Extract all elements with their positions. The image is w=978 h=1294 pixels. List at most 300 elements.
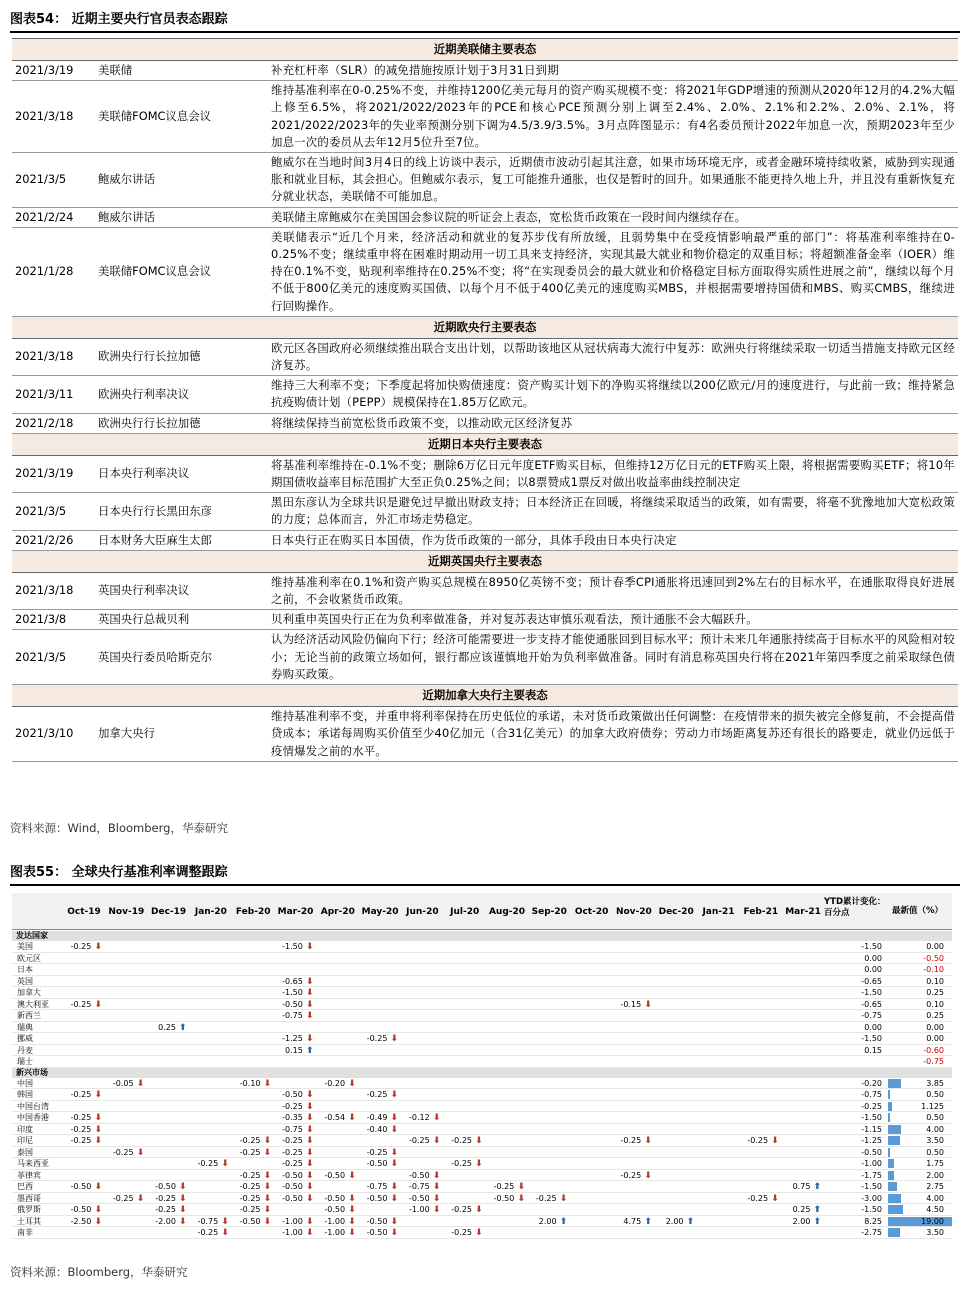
month-header: Nov-20 [615, 907, 652, 917]
down-arrow-icon: ⬇ [387, 1216, 399, 1227]
down-arrow-icon: ⬇ [429, 1193, 441, 1204]
down-arrow-icon: ⬇ [345, 1113, 356, 1123]
down-arrow-icon: ⬇ [387, 1034, 399, 1044]
rate-change-value: -0.50 [324, 1170, 346, 1180]
group-header: 近期日本央行主要表态 [12, 433, 958, 455]
down-arrow-icon: ⬇ [302, 988, 314, 998]
rate-change-cell [58, 1112, 102, 1124]
down-arrow-icon: ⬇ [302, 1170, 314, 1181]
ytd-change: -1.50 [861, 1205, 882, 1214]
rate-change-cell [396, 1204, 440, 1216]
down-arrow-icon: ⬇ [345, 1228, 356, 1238]
rate-change-value: -0.25 [155, 1193, 176, 1203]
rate-change-value: -0.50 [282, 1170, 303, 1180]
rate-change-value: 2.00 [792, 1216, 811, 1226]
latest-rate: 0.00 [926, 942, 944, 951]
rate-change-cell [354, 1181, 398, 1193]
up-arrow-icon: ⬆ [302, 1045, 314, 1056]
ytd-change: -0.20 [861, 1078, 882, 1088]
latest-rate: -0.60 [923, 1045, 944, 1055]
rate-change-value: -0.75 [197, 1216, 219, 1226]
rate-change-value: -0.25 [747, 1193, 769, 1203]
rate-change-cell [608, 1170, 652, 1182]
statement-date: 2021/3/5 [12, 630, 96, 685]
rate-change-value: -0.50 [282, 1193, 303, 1203]
latest-rate: 1.75 [926, 1159, 944, 1168]
down-arrow-icon: ⬇ [218, 1228, 229, 1238]
group-header-row [12, 39, 958, 61]
rate-change-value: 0.15 [285, 1045, 303, 1055]
country-name: 韩国 [17, 1090, 33, 1099]
down-arrow-icon: ⬇ [218, 1216, 229, 1227]
ytd-change: -1.00 [861, 1159, 882, 1168]
down-arrow-icon: ⬇ [302, 976, 314, 987]
down-arrow-icon: ⬇ [302, 1228, 314, 1238]
group-header: 近期美联储主要表态 [12, 39, 958, 61]
statement-row [12, 630, 958, 685]
statement-row [12, 530, 958, 550]
down-arrow-icon: ⬇ [91, 1124, 102, 1135]
statement-content: 将继续保持当前宽松货币政策不变，以推动欧元区经济复苏 [268, 413, 958, 433]
rate-change-value: -0.25 [239, 1193, 261, 1203]
rate-change-cell [312, 1204, 356, 1216]
country-name: 中国 [17, 1078, 33, 1088]
latest-rate: 0.00 [926, 1034, 944, 1043]
statement-speaker: 鲍威尔讲话 [96, 207, 268, 227]
rate-change-cell [439, 1204, 483, 1216]
down-arrow-icon: ⬇ [429, 1170, 441, 1181]
rate-change-value: -0.25 [409, 1136, 430, 1145]
rate-row [12, 941, 952, 953]
month-header: Jan-20 [194, 907, 227, 917]
rate-change-cell [143, 1193, 187, 1205]
latest-rate: 1.125 [921, 1101, 944, 1111]
group-header: 近期欧央行主要表态 [12, 316, 958, 338]
rate-change-value: -0.20 [324, 1078, 346, 1088]
down-arrow-icon: ⬇ [472, 1136, 483, 1146]
rate-change-cell [185, 1227, 229, 1239]
ytd-change: -1.25 [861, 1136, 882, 1145]
rate-change-value: -0.25 [155, 1205, 176, 1214]
down-arrow-icon: ⬇ [302, 1216, 314, 1227]
rate-change-value: -0.25 [239, 1147, 261, 1157]
ytd-change: -0.75 [861, 1090, 882, 1099]
down-arrow-icon: ⬇ [429, 1113, 441, 1123]
month-header: Feb-20 [235, 907, 271, 917]
down-arrow-icon: ⬇ [387, 1147, 399, 1158]
ytd-change: -1.50 [861, 988, 882, 997]
rate-change-cell [143, 1204, 187, 1216]
month-header: Jun-20 [406, 907, 439, 917]
rate-change-value: -0.10 [239, 1078, 261, 1088]
latest-rate: 2.75 [926, 1182, 944, 1191]
rate-change-value: -0.25 [366, 1090, 388, 1099]
statement-date: 2021/2/18 [12, 413, 96, 433]
latest-rate: 4.00 [926, 1193, 944, 1203]
rate-change-cell [58, 1216, 102, 1228]
month-header: Dec-19 [151, 907, 187, 917]
rate-change-cell [396, 1135, 440, 1147]
ytd-change: 8.25 [864, 1216, 882, 1226]
rate-change-value: -0.15 [620, 999, 642, 1009]
down-arrow-icon: ⬇ [302, 1182, 314, 1192]
rate-change-value: -0.35 [282, 1113, 303, 1122]
statement-speaker: 美联储 [96, 61, 268, 81]
rate-change-value: -0.25 [451, 1228, 472, 1237]
rate-change-value: 2.00 [665, 1216, 684, 1226]
statement-speaker: 美联储FOMC议息会议 [96, 227, 268, 316]
month-header: Mar-20 [277, 907, 314, 917]
rate-change-value: -0.25 [70, 942, 92, 951]
up-arrow-icon: ⬆ [810, 1205, 822, 1215]
rate-row [12, 1227, 952, 1239]
down-arrow-icon: ⬇ [175, 1193, 187, 1204]
down-arrow-icon: ⬇ [472, 1159, 483, 1169]
latest-rate: 0.25 [926, 1011, 944, 1020]
rate-change-cell [523, 1216, 567, 1228]
up-arrow-icon: ⬆ [175, 1022, 187, 1033]
month-header: Jan-21 [702, 907, 735, 917]
down-arrow-icon: ⬇ [345, 1193, 356, 1204]
rate-change-value: -0.25 [239, 1182, 261, 1191]
rate-change-cell [354, 1227, 398, 1239]
rate-change-cell [270, 999, 314, 1011]
rate-change-value: -0.40 [366, 1124, 388, 1134]
rate-row [12, 1216, 952, 1228]
latest-value-bar [888, 1090, 890, 1099]
rate-change-cell [270, 1170, 314, 1182]
rate-change-value: -0.25 [620, 1136, 642, 1145]
rate-change-value: -1.25 [282, 1034, 303, 1043]
ytd-change: -0.65 [861, 976, 882, 986]
statement-speaker: 英国央行委员哈斯克尔 [96, 630, 268, 685]
region-group-label: 新兴市场 [12, 1068, 952, 1078]
ytd-change: -1.75 [861, 1170, 882, 1180]
rate-change-cell [270, 1045, 314, 1057]
rate-change-value: -1.00 [324, 1228, 346, 1237]
rate-change-value: -0.25 [451, 1205, 472, 1214]
rate-change-cell [354, 1033, 398, 1045]
statement-row [12, 493, 958, 530]
statement-date: 2021/3/18 [12, 338, 96, 375]
country-name: 澳大利亚 [17, 999, 49, 1009]
rate-change-value: -0.25 [239, 1170, 261, 1180]
statement-speaker: 英国央行总裁贝利 [96, 610, 268, 630]
rate-change-cell [143, 1216, 187, 1228]
rate-change-value: -0.75 [366, 1182, 388, 1191]
rate-change-value: -0.25 [620, 1170, 642, 1180]
down-arrow-icon: ⬇ [472, 1205, 483, 1215]
rate-change-value: 0.75 [792, 1182, 811, 1191]
rate-change-value: -0.50 [282, 1090, 303, 1099]
rate-change-cell [227, 1170, 271, 1182]
statement-row [12, 61, 958, 81]
rate-change-cell [227, 1204, 271, 1216]
country-name: 泰国 [17, 1147, 33, 1157]
rate-change-cell [58, 999, 102, 1011]
down-arrow-icon: ⬇ [302, 1136, 314, 1146]
latest-rate: 2.00 [926, 1170, 944, 1180]
country-name: 美国 [17, 942, 33, 951]
down-arrow-icon: ⬇ [302, 1101, 314, 1112]
rate-change-cell [185, 1158, 229, 1170]
statement-date: 2021/3/8 [12, 610, 96, 630]
rate-row [12, 976, 952, 988]
rate-row [12, 1124, 952, 1136]
rate-change-value: -0.54 [324, 1113, 346, 1122]
rate-change-cell [523, 1193, 567, 1205]
latest-rate: -0.10 [923, 965, 944, 974]
rate-row [12, 1170, 952, 1182]
down-arrow-icon: ⬇ [91, 1090, 102, 1100]
statement-date: 2021/3/18 [12, 81, 96, 153]
country-name: 菲律宾 [17, 1170, 41, 1180]
country-name: 中国香港 [17, 1113, 49, 1122]
rate-change-cell [396, 1193, 440, 1205]
statement-row [12, 207, 958, 227]
rate-change-cell [354, 1089, 398, 1101]
rate-change-value: -1.50 [282, 988, 303, 997]
statement-content: 欧元区各国政府必须继续推出联合支出计划，以帮助该地区从冠状病毒大流行中复苏：欧洲央行将继续采取一切适当措施支持欧元区经济复苏。 [268, 338, 958, 375]
statement-content: 维持基准利率不变，并重申将利率保持在历史低位的承诺，未对货币政策做出任何调整：在疫情带来的损失被完全修复前，不会提高借贷成本；承诺每周购买价值至少40亿加元（合31亿美元）的加拿大政府债券；劳动力市场距离复苏还有很长的路要走，就业仍远低于疫情爆发之前的水平。 [268, 707, 958, 762]
rate-row [12, 987, 952, 999]
month-header: Mar-21 [785, 907, 821, 917]
rate-change-cell [439, 1227, 483, 1239]
statement-row [12, 338, 958, 375]
statement-content: 维持基准利率在0-0.25%不变，并维持1200亿美元每月的资产购买规模不变：将2021年GDP增速的预测从2020年12月的4.2%大幅上修至6.5%，将2021/2022/2023年的PCE和核心PCE预测分别上调至2.4%、2.0%、2.1%和2.2%、2.0%、2.1%，将2021/2022/2023年的失业率预测分别下调为4.5/3.9/3.5%。3月点阵图显示：有4名委员预计2022年加息一次，预期2023年至少加息一次的委员从去年12月5位升至7位。 [268, 81, 958, 153]
rate-change-cell [227, 1135, 271, 1147]
down-arrow-icon: ⬇ [302, 1090, 314, 1100]
down-arrow-icon: ⬇ [260, 1078, 272, 1089]
down-arrow-icon: ⬇ [91, 942, 102, 952]
down-arrow-icon: ⬇ [472, 1228, 483, 1238]
month-header: May-20 [361, 907, 399, 917]
ytd-change: -1.50 [861, 1182, 882, 1191]
down-arrow-icon: ⬇ [302, 1011, 314, 1021]
up-arrow-icon: ⬆ [810, 1182, 822, 1192]
rate-change-value: -0.25 [282, 1147, 303, 1157]
down-arrow-icon: ⬇ [387, 1193, 399, 1204]
statement-date: 2021/3/18 [12, 572, 96, 609]
rate-change-cell [481, 1193, 525, 1205]
down-arrow-icon: ⬇ [302, 1113, 314, 1123]
rate-change-cell [270, 1089, 314, 1101]
country-name: 中国台湾 [17, 1101, 49, 1111]
rate-change-cell [270, 976, 314, 988]
rate-change-cell [396, 1112, 440, 1124]
down-arrow-icon: ⬇ [345, 1216, 356, 1227]
ytd-change: -0.50 [861, 1147, 882, 1157]
rate-row [12, 1033, 952, 1045]
section1-source: 资料来源：Wind，Bloomberg，华泰研究 [10, 821, 228, 835]
month-header: Feb-21 [743, 907, 779, 917]
country-name: 新西兰 [17, 1011, 41, 1020]
section2-source: 资料来源：Bloomberg，华泰研究 [10, 1265, 188, 1279]
down-arrow-icon: ⬇ [91, 1182, 102, 1192]
month-header: Oct-19 [67, 907, 101, 917]
rate-row [12, 1101, 952, 1113]
rate-change-cell [354, 1193, 398, 1205]
rate-change-value: -0.50 [409, 1170, 430, 1180]
up-arrow-icon: ⬆ [556, 1216, 568, 1227]
rate-change-cell [100, 1078, 144, 1090]
rate-change-cell [439, 1158, 483, 1170]
rate-change-cell [777, 1181, 821, 1193]
statement-date: 2021/3/19 [12, 455, 96, 492]
section2-rule [10, 884, 960, 886]
rate-row [12, 999, 952, 1011]
statement-date: 2021/1/28 [12, 227, 96, 316]
statement-speaker: 日本央行利率决议 [96, 455, 268, 492]
statement-content: 美联储表示“近几个月来，经济活动和就业的复苏步伐有所放缓，且弱势集中在受疫情影响最严重的部门”：将基准利率维持在0-0.25%不变；继续重申将在困难时期动用一切工具来支持经济，实现其最大就业和物价稳定的双重目标；将超额准备金率（IOER）维持在0.1%不变，贴现利率维持在0.25%不变；将“在实现委员会的最大就业和价格稳定目标方面取得实质性进展之前”，继续以每个月不低于800亿美元的速度购买国债、以每个月不低于400亿美元的速度购买MBS，并根据需要增持国债和MBS、购买CMBS，继续进行回购操作。 [268, 227, 958, 316]
rate-change-value: -0.50 [324, 1205, 346, 1214]
rate-change-value: -0.49 [366, 1113, 388, 1122]
country-name: 印尼 [17, 1136, 33, 1145]
rate-change-cell [312, 1170, 356, 1182]
rate-change-cell [270, 987, 314, 999]
rate-change-value: -0.25 [70, 1136, 92, 1145]
rate-row [12, 1135, 952, 1147]
rate-change-value: -0.25 [493, 1182, 515, 1191]
rate-change-cell [312, 1112, 356, 1124]
country-name: 马来西亚 [17, 1159, 49, 1168]
month-header: Sep-20 [531, 907, 567, 917]
down-arrow-icon: ⬇ [387, 1090, 399, 1100]
rate-change-value: -0.25 [197, 1228, 219, 1237]
down-arrow-icon: ⬇ [429, 1136, 441, 1146]
rate-change-value: -0.25 [535, 1193, 557, 1203]
rate-change-cell [58, 1124, 102, 1136]
rate-change-cell [312, 1216, 356, 1228]
rate-change-cell [608, 1216, 652, 1228]
rate-change-cell [270, 1158, 314, 1170]
statement-speaker: 欧洲央行行长拉加德 [96, 338, 268, 375]
group-header-row [12, 316, 958, 338]
down-arrow-icon: ⬇ [302, 1159, 314, 1169]
ytd-change: -0.75 [861, 1011, 882, 1020]
down-arrow-icon: ⬇ [260, 1216, 272, 1227]
section1-title: 图表54： 近期主要央行官员表态跟踪 [10, 12, 228, 27]
rate-change-cell [58, 1089, 102, 1101]
statement-date: 2021/3/5 [12, 493, 96, 530]
ytd-change: -1.50 [861, 1113, 882, 1122]
rate-row [12, 1056, 952, 1068]
statement-content: 补充杠杆率（SLR）的减免措施按原计划于3月31日到期 [268, 61, 958, 81]
rate-row [12, 1010, 952, 1022]
latest-rate: 0.50 [926, 1113, 944, 1122]
rate-change-cell [312, 1227, 356, 1239]
down-arrow-icon: ⬇ [218, 1159, 229, 1169]
statement-row [12, 610, 958, 630]
down-arrow-icon: ⬇ [345, 1205, 356, 1215]
up-arrow-icon: ⬆ [810, 1216, 822, 1227]
country-name: 印度 [17, 1124, 33, 1134]
rate-change-cell [354, 1112, 398, 1124]
section1-rule [10, 31, 960, 33]
rate-change-value: -1.00 [282, 1228, 303, 1237]
statement-speaker: 日本央行行长黑田东彦 [96, 493, 268, 530]
rate-change-cell [396, 1181, 440, 1193]
down-arrow-icon: ⬇ [133, 1078, 145, 1089]
group-header: 近期英国央行主要表态 [12, 550, 958, 572]
rate-change-cell [354, 1147, 398, 1159]
rate-change-value: -0.25 [112, 1147, 134, 1157]
statement-content: 将基准利率维持在-0.1%不变；删除6万亿日元年度ETF购买目标，但维持12万亿日元的ETF购买上限，将根据需要购买ETF；将10年期国债收益率目标范围扩大至正负0.25%之间；以8票赞成1票反对做出收益率曲线控制决定 [268, 455, 958, 492]
latest-rate: 19.00 [921, 1216, 944, 1226]
latest-rate: 0.50 [926, 1147, 944, 1157]
down-arrow-icon: ⬇ [641, 1170, 652, 1181]
down-arrow-icon: ⬇ [91, 1216, 102, 1227]
latest-rate: -0.75 [923, 1057, 944, 1066]
rate-change-cell [735, 1193, 779, 1205]
down-arrow-icon: ⬇ [387, 1113, 399, 1123]
ytd-change: -1.50 [861, 1034, 882, 1043]
rate-change-value: -0.50 [409, 1193, 430, 1203]
down-arrow-icon: ⬇ [302, 1193, 314, 1204]
statement-content: 日本央行正在购买日本国债，作为货币政策的一部分，具体手段由日本央行决定 [268, 530, 958, 550]
rate-change-value: 0.25 [792, 1205, 811, 1214]
down-arrow-icon: ⬇ [302, 1124, 314, 1135]
rate-change-value: -0.25 [239, 1205, 261, 1214]
rate-change-cell [100, 1193, 144, 1205]
rate-change-cell [270, 1135, 314, 1147]
latest-rate: 4.50 [926, 1205, 944, 1214]
down-arrow-icon: ⬇ [91, 1136, 102, 1146]
down-arrow-icon: ⬇ [641, 1136, 652, 1146]
rate-change-value: -0.50 [155, 1182, 176, 1191]
rate-change-cell [439, 1135, 483, 1147]
ytd-change: -2.75 [861, 1228, 882, 1237]
rate-change-value: -0.65 [282, 976, 303, 986]
country-name: 挪威 [17, 1034, 33, 1043]
rate-change-value: -0.50 [70, 1205, 92, 1214]
down-arrow-icon: ⬇ [768, 1193, 779, 1204]
statement-row [12, 227, 958, 316]
up-arrow-icon: ⬆ [641, 1216, 652, 1227]
rate-change-value: -0.25 [239, 1136, 261, 1145]
statement-content: 鲍威尔在当地时间3月4日的线上访谈中表示，近期债市波动引起其注意，如果市场环境无序，或者金融环境持续收紧，威胁到实现通胀和就业目标，其会担心。但鲍威尔表示，复工可能推升通胀，也仅是暂时的回升。如果通胀不能更持久地上升，并且没有重新恢复充分就业状态，美联储不可能加息。 [268, 153, 958, 208]
rate-change-value: -0.75 [282, 1124, 303, 1134]
rate-change-cell [354, 1158, 398, 1170]
rate-adjustment-table [12, 893, 952, 1253]
down-arrow-icon: ⬇ [302, 1147, 314, 1158]
rate-change-cell [227, 1181, 271, 1193]
rate-change-cell [650, 1216, 694, 1228]
down-arrow-icon: ⬇ [260, 1205, 272, 1215]
rate-change-cell [185, 1216, 229, 1228]
rate-row [12, 1181, 952, 1193]
country-name: 墨西哥 [17, 1193, 41, 1203]
rate-change-cell [396, 1170, 440, 1182]
rate-change-value: -1.00 [409, 1205, 430, 1214]
rate-row [12, 964, 952, 976]
down-arrow-icon: ⬇ [514, 1193, 525, 1204]
statement-date: 2021/2/24 [12, 207, 96, 227]
rate-change-value: -0.25 [366, 1034, 388, 1043]
month-header: Dec-20 [658, 907, 694, 917]
down-arrow-icon: ⬇ [345, 1170, 356, 1181]
rate-change-value: -0.25 [70, 1090, 92, 1099]
statement-speaker: 英国央行利率决议 [96, 572, 268, 609]
rate-change-value: -0.50 [366, 1159, 388, 1168]
ytd-change: 0.00 [864, 965, 882, 974]
down-arrow-icon: ⬇ [768, 1136, 779, 1146]
rate-row [12, 1193, 952, 1205]
rate-change-cell [777, 1216, 821, 1228]
latest-rate: 0.00 [926, 1022, 944, 1032]
down-arrow-icon: ⬇ [260, 1182, 272, 1192]
down-arrow-icon: ⬇ [260, 1170, 272, 1181]
